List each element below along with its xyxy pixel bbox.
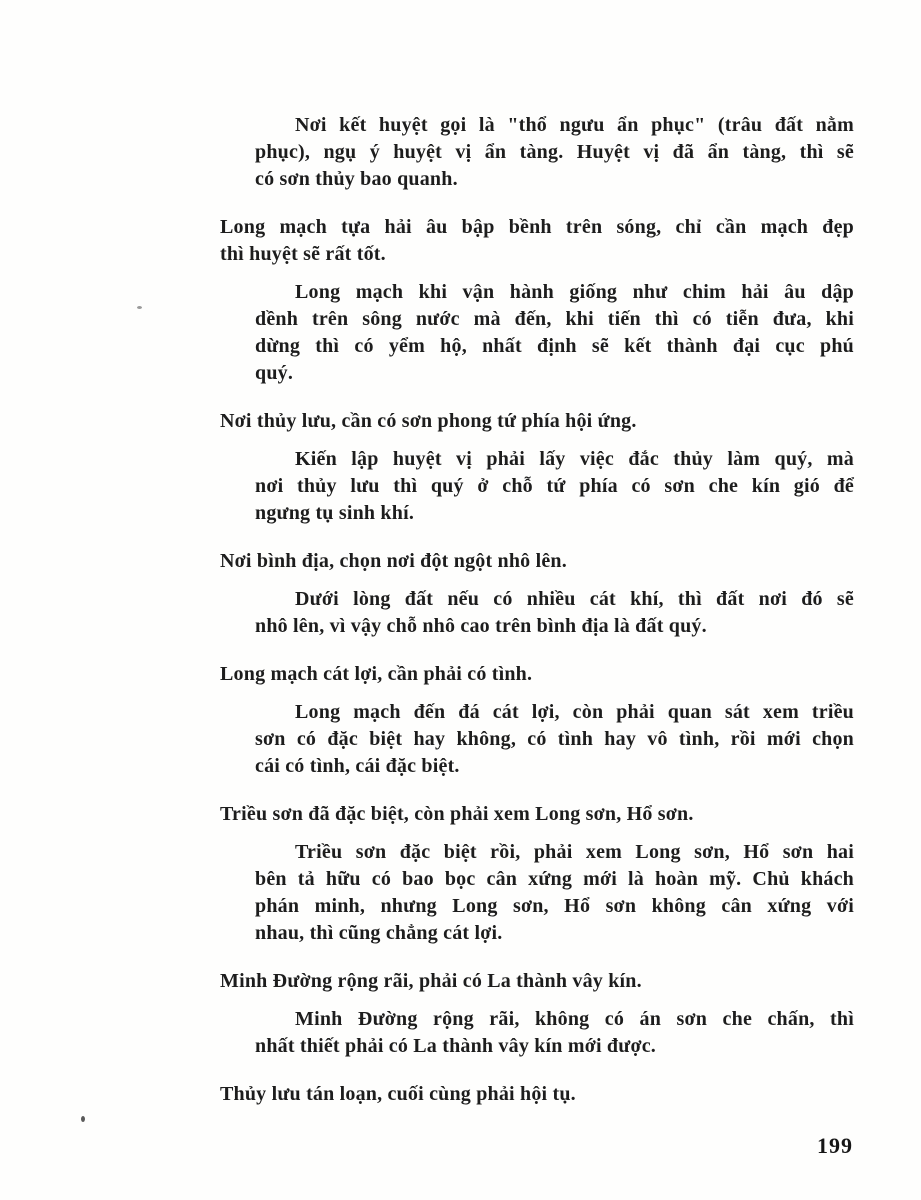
text-column (220, 112, 854, 1108)
commentary-paragraph (255, 1006, 854, 1060)
text-line: dềnh trên sông nước mà đến, khi tiến thì có tiễn đưa, khi (255, 308, 854, 330)
text-line: cái có tình, cái đặc biệt. (255, 755, 460, 777)
aphorism-paragraph (220, 1081, 854, 1108)
aphorism-paragraph (220, 801, 854, 828)
text-line: nơi thủy lưu thì quý ở chỗ tứ phía có sơn che kín gió để (255, 475, 854, 497)
text-line: quý. (255, 362, 294, 384)
text-line: Nơi kết huyệt gọi là "thổ ngưu ẩn phục" (trâu đất nằm (295, 114, 854, 136)
aphorism-paragraph (220, 548, 854, 575)
text-line: Dưới lòng đất nếu có nhiều cát khí, thì đất nơi đó sẽ (295, 588, 854, 610)
text-line: nhô lên, vì vậy chỗ nhô cao trên bình địa là đất quý. (255, 615, 707, 637)
aphorism-paragraph (220, 408, 854, 435)
text-line: Long mạch tựa hải âu bập bềnh trên sóng, chỉ cần mạch đẹp (220, 216, 854, 238)
text-line: Triều sơn đặc biệt rồi, phải xem Long sơn, Hổ sơn hai (295, 841, 854, 863)
ink-speck (81, 1116, 85, 1122)
text-line: có sơn thủy bao quanh. (255, 168, 458, 190)
aphorism-paragraph (220, 968, 854, 995)
page-number: 199 (817, 1133, 853, 1158)
ink-speck (137, 306, 142, 309)
text-line: sơn có đặc biệt hay không, có tình hay vô tình, rồi mới chọn (255, 728, 854, 750)
text-line: Nơi thủy lưu, cần có sơn phong tứ phía hội ứng. (220, 410, 637, 432)
text-line: Thủy lưu tán loạn, cuối cùng phải hội tụ. (220, 1083, 576, 1105)
text-line: Kiến lập huyệt vị phải lấy việc đắc thủy làm quý, mà (295, 448, 854, 470)
commentary-paragraph (255, 699, 854, 780)
aphorism-paragraph (220, 214, 854, 268)
text-line: Minh Đường rộng rãi, phải có La thành vây kín. (220, 970, 642, 992)
text-line: dừng thì có yểm hộ, nhất định sẽ kết thành đại cục phú (255, 335, 854, 357)
commentary-paragraph (255, 112, 854, 193)
text-line: Long mạch cát lợi, cần phải có tình. (220, 663, 533, 685)
text-line: Minh Đường rộng rãi, không có án sơn che chấn, thì (295, 1008, 854, 1030)
text-line: bên tả hữu có bao bọc cân xứng mới là hoàn mỹ. Chủ khách (255, 868, 854, 890)
text-line: Long mạch đến đá cát lợi, còn phải quan sát xem triều (295, 701, 854, 723)
text-line: thì huyệt sẽ rất tốt. (220, 243, 386, 265)
text-line: nhất thiết phải có La thành vây kín mới được. (255, 1035, 657, 1057)
text-line: phán minh, nhưng Long sơn, Hổ sơn không cân xứng với (255, 895, 854, 917)
text-line: Nơi bình địa, chọn nơi đột ngột nhô lên. (220, 550, 567, 572)
aphorism-paragraph (220, 661, 854, 688)
text-line: phục), ngụ ý huyệt vị ẩn tàng. Huyệt vị đã ẩn tàng, thì sẽ (255, 141, 854, 163)
commentary-paragraph (255, 279, 854, 387)
commentary-paragraph (255, 839, 854, 947)
text-line: Triều sơn đã đặc biệt, còn phải xem Long sơn, Hổ sơn. (220, 803, 694, 825)
text-line: ngưng tụ sinh khí. (255, 502, 415, 524)
text-line: nhau, thì cũng chẳng cát lợi. (255, 922, 503, 944)
commentary-paragraph (255, 586, 854, 640)
commentary-paragraph (255, 446, 854, 527)
text-line: Long mạch khi vận hành giống như chim hải âu dập (295, 281, 854, 303)
